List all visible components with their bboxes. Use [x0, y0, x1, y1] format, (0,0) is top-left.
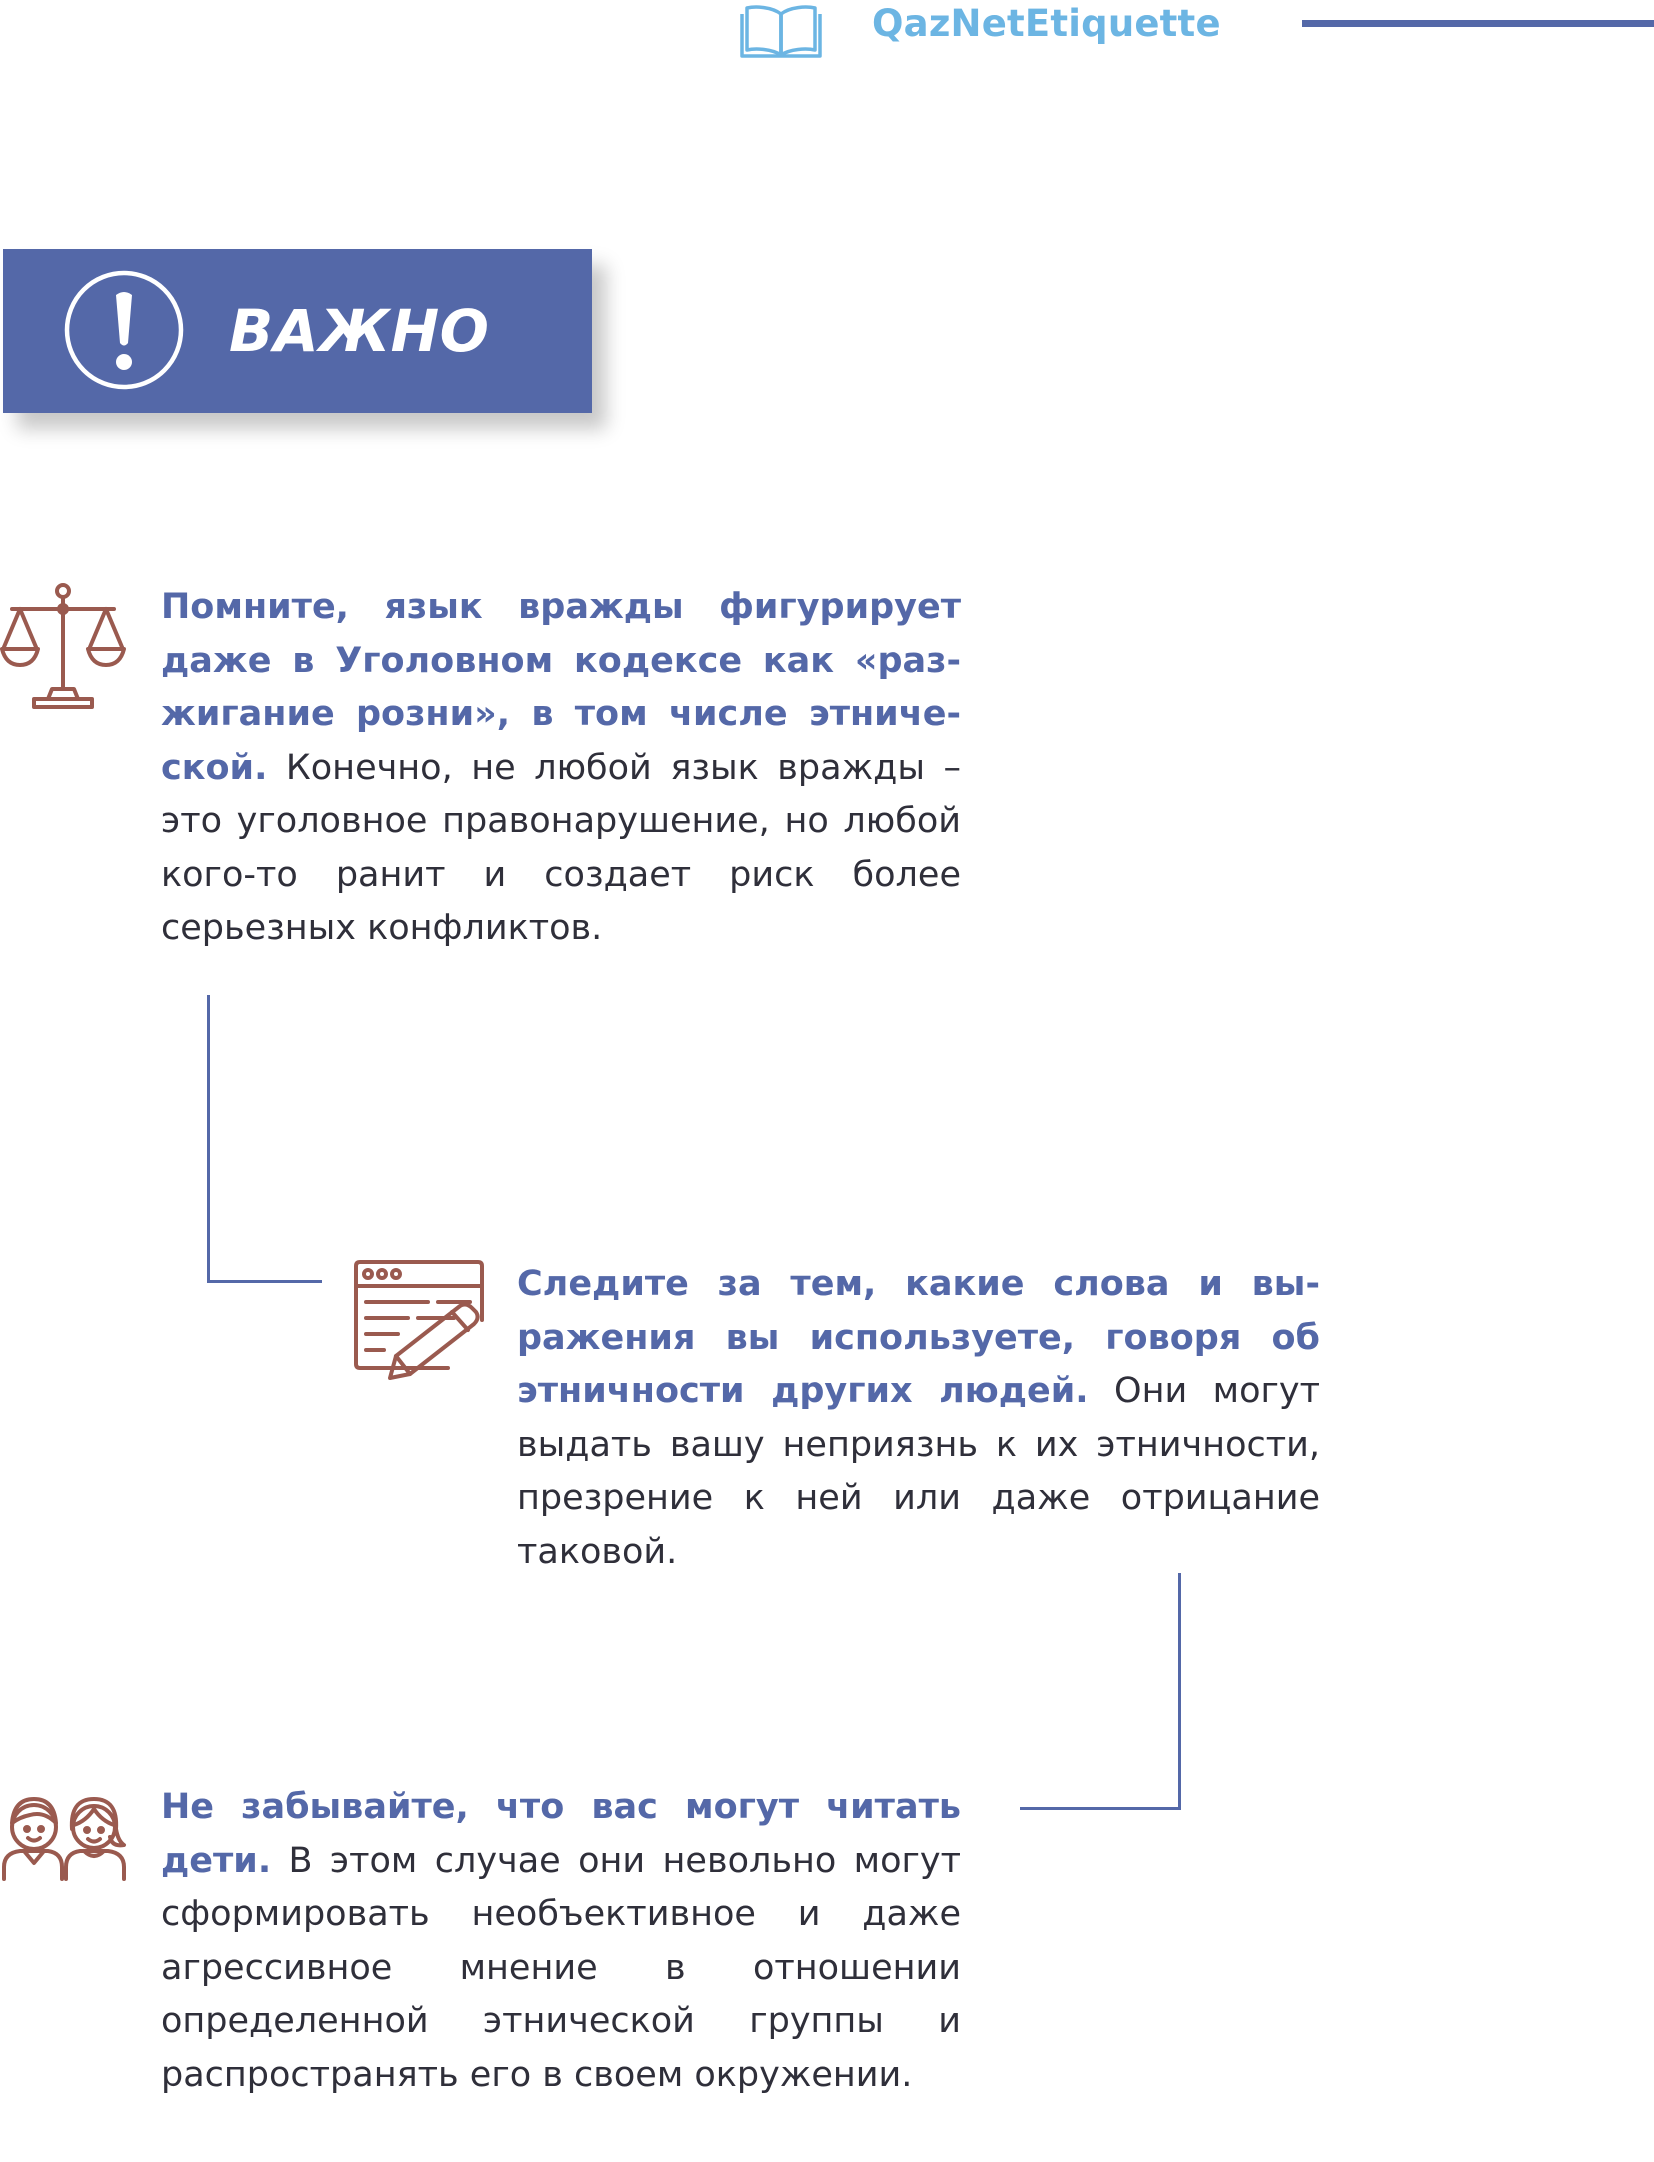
tip-hate-speech-law	[161, 581, 961, 956]
connector-line	[207, 995, 210, 1283]
tip-bold-text: Следите за тем, какие слова и выражения вы используете, говоря об этничности других людей.	[517, 1264, 1320, 1411]
exclamation-circle-icon	[63, 269, 185, 391]
open-book-icon	[740, 2, 822, 58]
children-icon	[0, 1785, 128, 1881]
connector-line	[1178, 1573, 1181, 1810]
connector-line	[1020, 1807, 1181, 1810]
connector-line	[207, 1280, 322, 1283]
tip-body-text: Конечно, не любой язык вражды – это уголовное правонарушение, но любой кого-то ранит и создает риск более серьезных конфликтов.	[161, 747, 961, 948]
document-edit-icon	[354, 1260, 484, 1382]
header-divider-line	[1302, 20, 1654, 27]
tip-bold-text: Помните, язык вражды фигурирует даже в Уголовном кодексе как «разжигание розни», в том числе этнической.	[161, 587, 961, 788]
brand-name: QazNetEtiquette	[872, 2, 1221, 45]
header-brand	[740, 0, 822, 60]
tip-word-choice	[517, 1258, 1320, 1579]
important-banner	[3, 249, 592, 413]
banner-title: ВАЖНО	[229, 297, 490, 365]
tip-children-readers	[161, 1781, 961, 2102]
tip-body-text: В этом случае они невольно могут сформировать необъективное и даже агрессивное мнение в отношении определенной этнической группы и распространять его в своем окружении.	[161, 1840, 961, 2095]
scales-of-justice-icon	[0, 583, 128, 713]
tip-bold-text: Не забывайте, что вас могут читать дети.	[161, 1787, 961, 1881]
tip-body-text: Они могут выдать вашу неприязнь к их этничности, презрение к ней или даже отрицание таковой.	[517, 1371, 1320, 1572]
